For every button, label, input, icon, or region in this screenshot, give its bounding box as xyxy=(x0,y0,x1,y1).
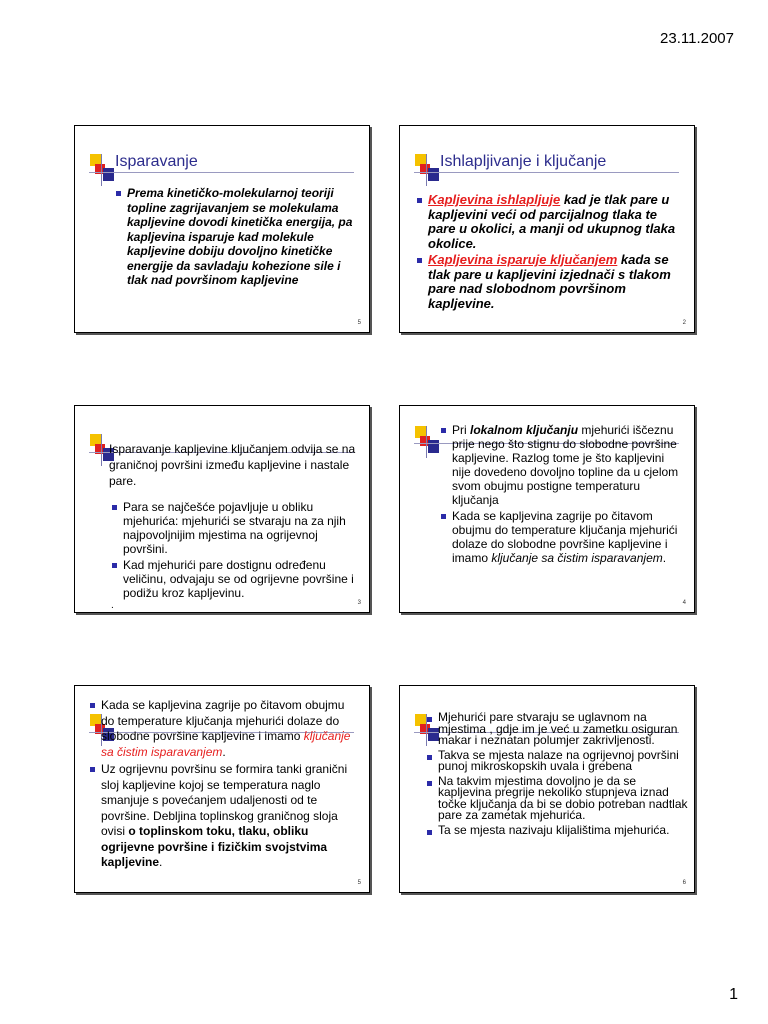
slide-ishlapljivanje xyxy=(399,125,695,333)
intro-text: Isparavanje kapljevine ključanjem odvija se na graničnoj površini između kapljevine i nastale pare. xyxy=(109,442,356,488)
emphasis-text: ključanje sa čistim isparavanjem xyxy=(491,551,663,565)
slide-number: 4 xyxy=(682,600,686,606)
emphasis-text: lokalnom ključanju xyxy=(470,423,579,437)
bullet-item: Pri lokalnom ključanju mjehurići iščeznu prije nego što stignu do slobodne površine kapljevine. Razlog tome je što kapljevini nije dovedeno dovoljno topline da u cjelom svom obujmu postigne temperaturu ključanja xyxy=(440,423,686,507)
bullet-item xyxy=(416,253,688,311)
bullet-item: Para se najčešće pojavljuje u obliku mjehurića: mjehurići se stvaraju na za njih najpovoljnijim mjestima na ogrijevnoj površini. xyxy=(111,500,359,556)
bullet-item: Kada se kapljevina zagrije po čitavom obujmu do temperature ključanja mjehurići dolaze do slobodne površine kapljevine i imamo ključanje sa čistim isparavanjem. xyxy=(89,698,357,760)
highlight-text: Kapljevina ishlapljuje xyxy=(428,192,561,207)
slide-kljucanje-mjehurici xyxy=(74,405,370,613)
slide-lokalno-kljucanje xyxy=(399,405,695,613)
bullet-item: Ta se mjesta nazivaju klijalištima mjehurića. xyxy=(426,825,688,837)
slide-granicni-sloj xyxy=(74,685,370,893)
bullet-item: Takva se mjesta nalaze na ogrijevnoj površini punoj mikroskopskih uvala i grebena xyxy=(426,750,688,773)
print-date: 23.11.2007 xyxy=(660,30,734,47)
bullet-list xyxy=(416,193,688,313)
trailing-dot: . xyxy=(111,600,114,611)
bullet-list xyxy=(115,186,355,288)
slide-number: 3 xyxy=(357,600,361,606)
bullet-item: Kada se kapljevina zagrije po čitavom obujmu do temperature ključanja mjehurići dolaze do slobodne površine kapljevine i imamo ključanje sa čistim isparavanjem. xyxy=(440,509,686,565)
title-underline xyxy=(89,172,354,173)
bullet-list xyxy=(440,423,686,567)
bullet-text: kad je tlak pare u kapljevini veći od parcijalnog tlaka te pare u okolici, a manji od ukupnog tlaka okolice. xyxy=(428,192,676,251)
bullet-list xyxy=(89,698,357,873)
bullet-text: kada se tlak pare u kapljevini izjednači s tlakom pare nad slobodnom površinom kapljevine. xyxy=(428,252,671,311)
bullet-item: Prema kinetičko-molekularnoj teoriji topline zagrijavanjem se molekulama kapljevine dovodi kinetička energija, pa kapljevina isparuje kad molekule kapljevine dobiju dovoljno kinetičke energije da savladaju kohezione sile i tlak nad površinom kapljevine xyxy=(115,186,355,288)
emphasis-text: o toplinskom toku, tlaku, obliku ogrijevne površine i fizičkim svojstvima kapljevine xyxy=(101,824,328,869)
slide-title: Ishlapljivanje i ključanje xyxy=(440,153,607,170)
bullet-item: Mjehurići pare stvaraju se uglavnom na mjestima , gdje im je već u zametku osiguran makar i neznatan polumjer zakrivljenosti. xyxy=(426,712,688,747)
bullet-item: Uz ogrijevnu površinu se formira tanki granični sloj kapljevine kojoj se temperatura naglo smanjuje s povećanjem udaljenosti od te površine. Debljina toplinskog graničnog sloja ovisi o toplinskom toku, tlaku, obliku ogrijevne površine i fizičkim svojstvima kapljevine. xyxy=(89,762,357,871)
slide-isparavanje xyxy=(74,125,370,333)
slide-number: 2 xyxy=(682,320,686,326)
slide-number: 5 xyxy=(357,880,361,886)
bullet-list xyxy=(111,500,359,602)
slide-number: 6 xyxy=(682,880,686,886)
page-number: 1 xyxy=(729,986,738,1003)
bullet-list xyxy=(426,712,688,839)
highlight-text: Kapljevina isparuje ključanjem xyxy=(428,252,618,267)
title-underline xyxy=(414,172,679,173)
slide-logo-icon xyxy=(415,154,439,186)
slide-logo-icon xyxy=(415,426,439,458)
slide-title: Isparavanje xyxy=(115,153,198,170)
highlight-text: ključanje sa čistim isparavanjem xyxy=(101,729,351,759)
slide-logo-icon xyxy=(90,154,114,186)
slide-number: 5 xyxy=(357,320,361,326)
bullet-item: Kad mjehurići pare dostignu određenu veličinu, odvajaju se od ogrijevne površine i podižu kroz kapljevinu. xyxy=(111,558,359,600)
slide-klijalista xyxy=(399,685,695,893)
bullet-item: Na takvim mjestima dovoljno je da se kapljevina pregrije nekoliko stupnjeva iznad točke ključanja da bi se dobio potreban nadtlak pare za zametak mjehurića. xyxy=(426,776,688,822)
bullet-item xyxy=(416,193,688,251)
